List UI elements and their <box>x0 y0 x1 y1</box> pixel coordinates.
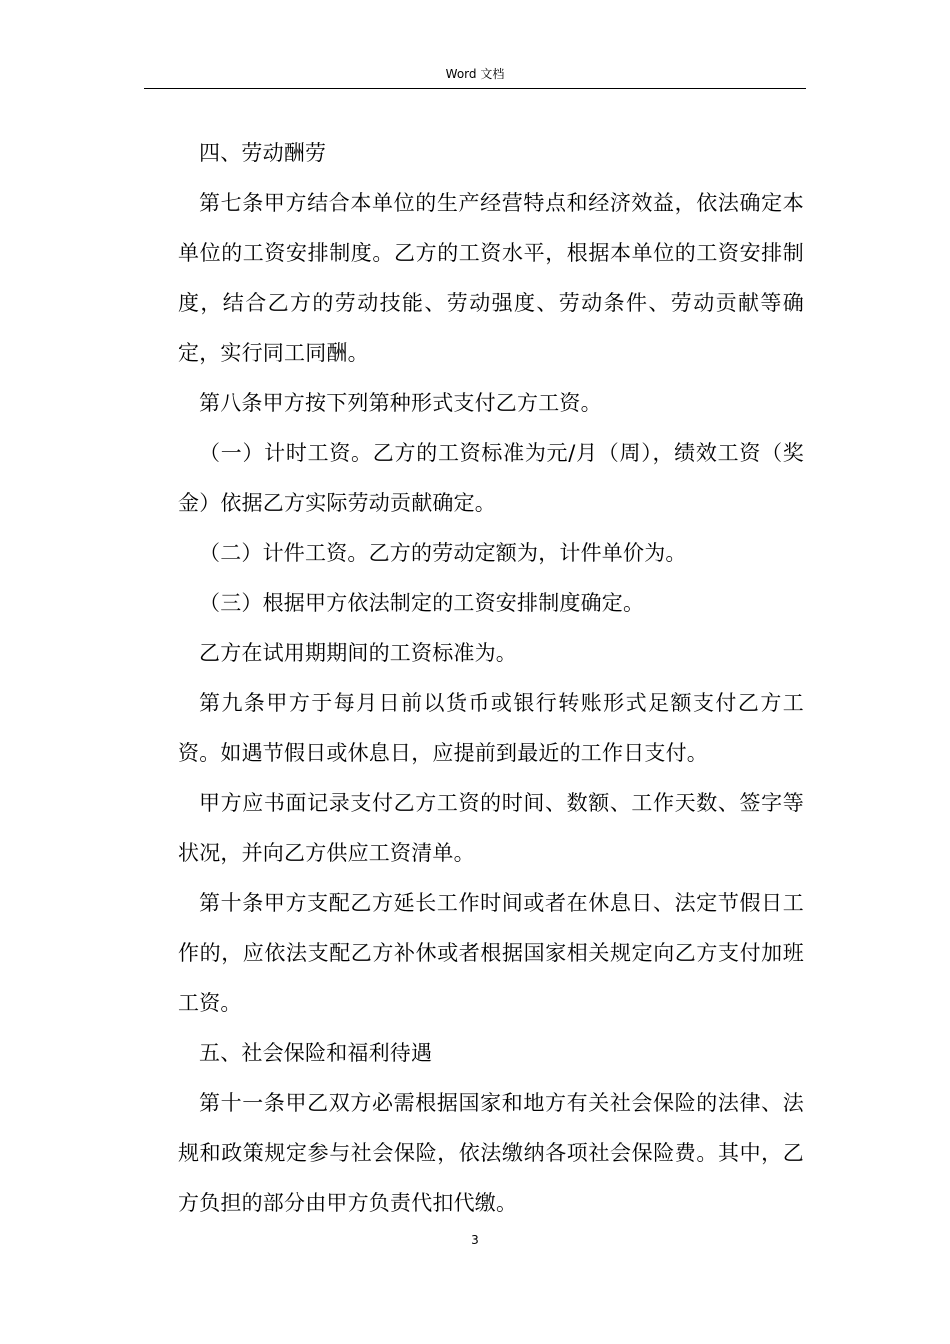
section-heading-social-insurance: 五、社会保险和福利待遇 <box>199 1041 433 1065</box>
article-7-paragraph: 第七条甲方结合本单位的生产经营特点和经济效益，依法确定本单位的工资安排制度。乙方的工资水平，根据本单位的工资安排制度，结合乙方的劳动技能、劳动强度、劳动条件、劳动贡献等确定，实行同工同酬。 <box>178 191 804 365</box>
piece-wage-paragraph: （二）计件工资。乙方的劳动定额为，计件单价为。 <box>199 541 687 565</box>
wage-record-paragraph: 甲方应书面记录支付乙方工资的时间、数额、工作天数、签字等状况，并向乙方供应工资清单。 <box>178 791 804 865</box>
article-11-paragraph: 第十一条甲乙双方必需根据国家和地方有关社会保险的法律、法规和政策规定参与社会保险，依法缴纳各项社会保险费。其中，乙方负担的部分由甲方负责代扣代缴。 <box>178 1091 804 1215</box>
document-body <box>178 128 804 1228</box>
wage-system-paragraph: （三）根据甲方依法制定的工资安排制度确定。 <box>199 591 645 615</box>
header-divider <box>144 88 806 89</box>
probation-wage-paragraph: 乙方在试用期期间的工资标准为。 <box>199 641 517 665</box>
article-9-paragraph: 第九条甲方于每月日前以货币或银行转账形式足额支付乙方工资。如遇节假日或休息日，应提前到最近的工作日支付。 <box>178 691 804 765</box>
article-8-paragraph: 第八条甲方按下列第种形式支付乙方工资。 <box>199 391 602 415</box>
time-wage-paragraph: （一）计时工资。乙方的工资标准为元/月（周），绩效工资（奖金）依据乙方实际劳动贡献确定。 <box>178 441 804 515</box>
section-heading-labor-remuneration: 四、劳动酬劳 <box>199 141 327 165</box>
page-header: Word 文档 <box>445 67 505 81</box>
article-10-paragraph: 第十条甲方支配乙方延长工作时间或者在休息日、法定节假日工作的，应依法支配乙方补休或者根据国家相关规定向乙方支付加班工资。 <box>178 891 804 1015</box>
page-number: 3 <box>471 1233 479 1247</box>
